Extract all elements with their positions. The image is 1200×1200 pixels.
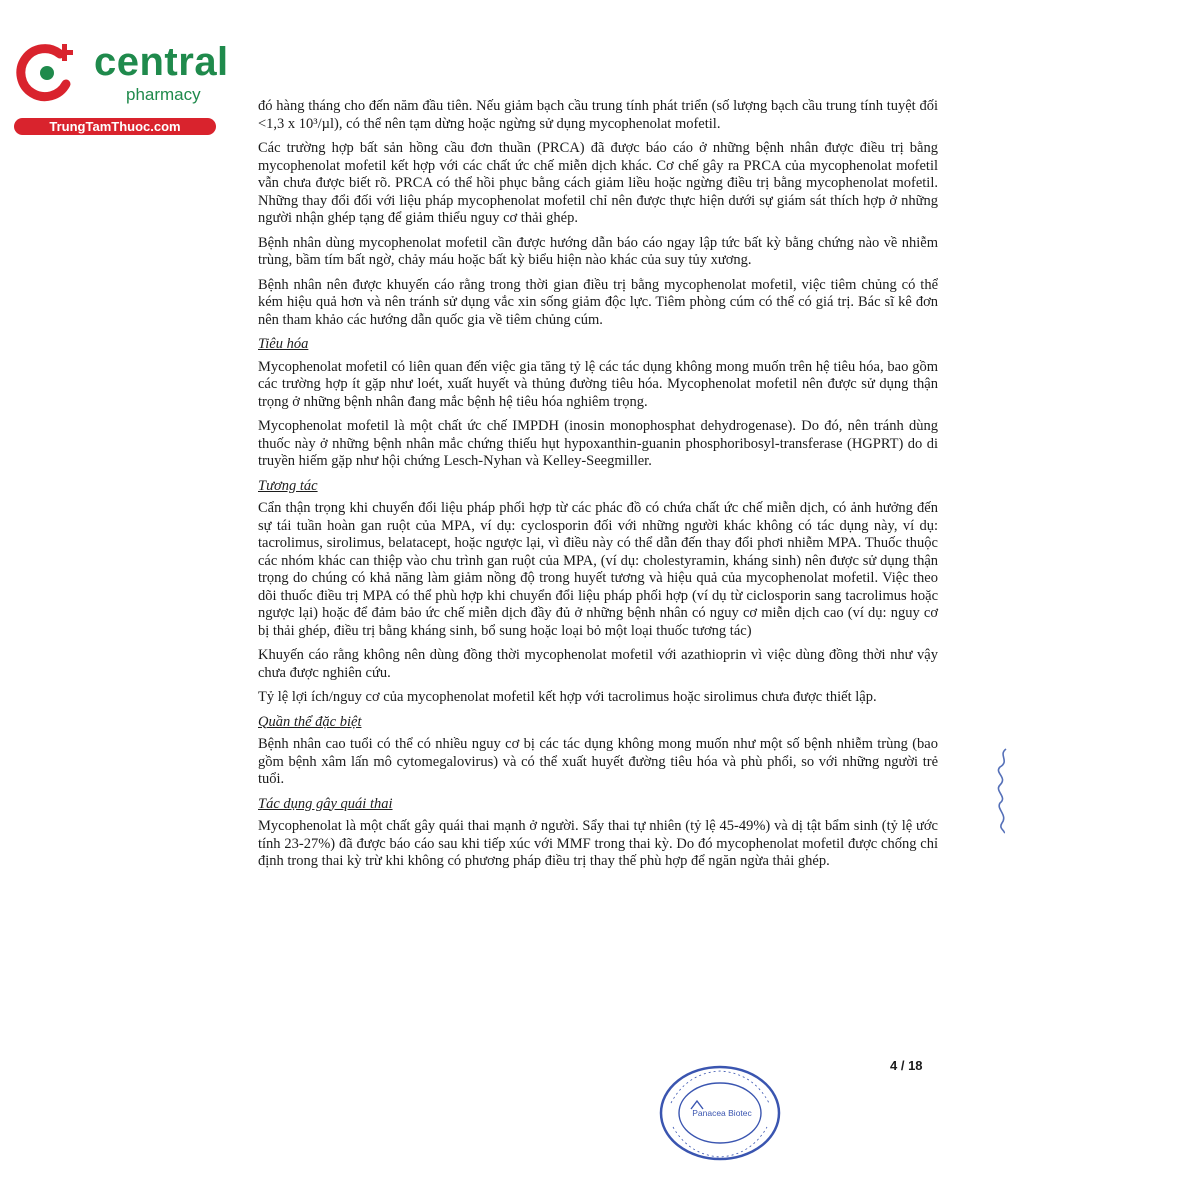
pharmacy-cross-icon: [14, 40, 80, 106]
paragraph: Cẩn thận trọng khi chuyển đổi liệu pháp phối hợp từ các phác đồ có chứa chất ức chế miễn dịch, có ảnh hưởng đến sự tái tuần hoàn gan ruột của MPA, ví dụ: cyclosporin đối với những người khác không có tác dụng này, ví dụ: tacrolimus, sirolimus, belatacept, hoặc ngược lại, vì điều này có thể dẫn đến thay đổi phơi nhiễm MPA. Thuốc thuộc các nhóm khác can thiệp vào chu trình gan ruột của MPA, (ví dụ: cholestyramin, kháng sinh) nên được sử dụng thận trọng do chúng có khả năng làm giảm nồng độ trong huyết tương và hiệu quả của mycophenolat mofetil. Việc theo dõi thuốc điều trị MPA có thể phù hợp khi chuyển đổi liệu pháp phối hợp (ví dụ từ ciclosporin sang tacrolimus hoặc ngược lại) hoặc để đảm bảo ức chế miễn dịch đầy đủ ở những bệnh nhân có nguy cơ miễn dịch cao (ví dụ: nguy cơ bị thải ghép, điều trị bằng kháng sinh, bổ sung hoặc loại bỏ một loại thuốc tương tác): [258, 500, 938, 639]
paragraph: Khuyến cáo rằng không nên dùng đồng thời mycophenolat mofetil với azathioprin vì việc dùng đồng thời như vậy chưa được nghiên cứu.: [258, 647, 938, 681]
paragraph: Tỷ lệ lợi ích/nguy cơ của mycophenolat mofetil kết hợp với tacrolimus hoặc sirolimus chưa được thiết lập.: [258, 689, 877, 705]
document-body: [258, 98, 938, 878]
brand-sub: pharmacy: [126, 85, 201, 104]
central-pharmacy-logo[interactable]: [8, 36, 229, 136]
paragraph: đó hàng tháng cho đến năm đầu tiên. Nếu giảm bạch cầu trung tính phát triển (số lượng bạch cầu trung tính tuyệt đối <1,3 x 10³/µl), có thể nên tạm dừng hoặc ngừng sử dụng mycophenolat mofetil.: [258, 98, 938, 132]
handwritten-signature-mark: [988, 745, 1018, 835]
paragraph: Mycophenolat mofetil có liên quan đến việc gia tăng tỷ lệ các tác dụng không mong muốn trên hệ tiêu hóa, bao gồm các trường hợp ít gặp như loét, xuất huyết và thủng đường tiêu hóa. Mycophenolat mofetil nên được sử dụng thận trọng ở những bệnh nhân đang mắc bệnh hệ tiêu hóa nghiêm trọng.: [258, 358, 938, 410]
paragraph: Mycophenolat mofetil là một chất ức chế IMPDH (inosin monophosphat dehydrogenase). Do đó, nên tránh dùng thuốc này ở những bệnh nhân mắc chứng thiếu hụt hypoxanthin-guanin phosphoribosyl-transferase (HGPRT) do di truyền hiếm gặp như hội chứng Lesch-Nyhan và Kelley-Seegmiller.: [258, 418, 938, 469]
section-heading: Quần thể đặc biệt: [258, 713, 362, 730]
paragraph: Bệnh nhân dùng mycophenolat mofetil cần được hướng dẫn báo cáo ngay lập tức bất kỳ bằng chứng nào về nhiễm trùng, bầm tím bất ngờ, chảy máu hoặc bất kỳ biểu hiện nào khác của suy tủy xương.: [258, 234, 938, 268]
brand-name: central: [94, 40, 229, 84]
company-stamp: [657, 1063, 783, 1163]
paragraph: Các trường hợp bất sản hồng cầu đơn thuần (PRCA) đã được báo cáo ở những bệnh nhân được điều trị bằng mycophenolat mofetil kết hợp với các chất ức chế miễn dịch khác. Cơ chế gây ra PRCA của mycophenolat mofetil vẫn chưa được biết rõ. PRCA có thể hồi phục bằng cách giảm liều hoặc ngừng điều trị bằng mycophenolat mofetil. Những thay đổi đối với liệu pháp mycophenolat mofetil chỉ nên được thực hiện dưới sự giám sát thích hợp ở những người nhận ghép tạng để giảm thiểu nguy cơ thải ghép.: [258, 140, 938, 226]
paragraph: Mycophenolat là một chất gây quái thai mạnh ở người. Sẩy thai tự nhiên (tỷ lệ 45-49%) và dị tật bẩm sinh (tỷ lệ ước tính 23-27%) đã được báo cáo sau khi tiếp xúc với MMF trong thai kỳ. Do đó mycophenolat mofetil được chống chỉ định trong thai kỳ trừ khi không có phương pháp điều trị thay thế phù hợp để ngăn ngừa thải ghép.: [258, 818, 938, 869]
stamp-text: Panacea Biotec: [692, 1108, 752, 1118]
paragraph: Bệnh nhân cao tuổi có thể có nhiều nguy cơ bị các tác dụng không mong muốn như một số bệnh nhiễm trùng (bao gồm bệnh xâm lấn mô cytomegalovirus) và có thể xuất huyết đường tiêu hóa và phù phổi, so với những người trẻ tuổi.: [258, 736, 938, 787]
section-heading: Tác dụng gây quái thai: [258, 795, 393, 812]
page-number: 4 / 18: [890, 1058, 923, 1073]
section-heading: Tiêu hóa: [258, 336, 309, 352]
site-url[interactable]: TrungTamThuoc.com: [14, 118, 216, 135]
section-heading: Tương tác: [258, 477, 318, 494]
paragraph: Bệnh nhân nên được khuyến cáo rằng trong thời gian điều trị bằng mycophenolat mofetil, việc tiêm chủng có thể kém hiệu quả hơn và nên tránh sử dụng vắc xin sống giảm độc lực. Tiêm phòng cúm có thể có giá trị. Bác sĩ kê đơn nên tham khảo các hướng dẫn quốc gia về tiêm chủng cúm.: [258, 276, 938, 328]
